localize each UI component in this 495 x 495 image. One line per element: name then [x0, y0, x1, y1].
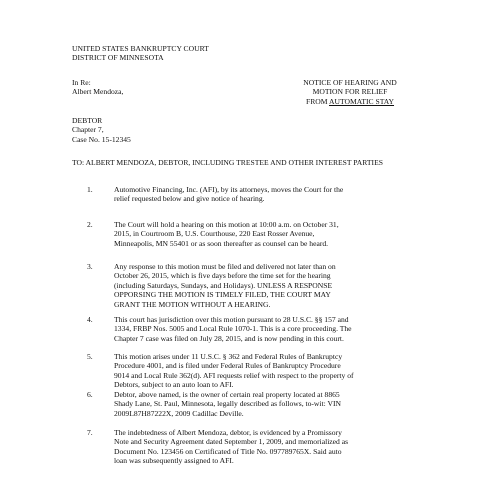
paragraph-number: 6. [87, 390, 93, 399]
paragraph-line: 2015, in Courtroom B, U.S. Courthouse, 220 East Rosser Avenue, [114, 229, 315, 239]
addressee-line: TO: ALBERT MENDOZA, DEBTOR, INCLUDING TRESTEE AND OTHER INTEREST PARTIES [72, 158, 383, 167]
paragraph-text [114, 428, 424, 466]
paragraph-line: OPPORSING THE MOTION IS TIMELY FILED, THE COURT MAY [114, 290, 331, 300]
paragraph-text [114, 262, 424, 309]
court-district: DISTRICT OF MINNESOTA [72, 53, 164, 63]
notice-title-from: FROM [305, 96, 329, 106]
paragraph-line: Debtors, subject to an auto loan to AFI. [114, 380, 234, 390]
paragraph-line: This motion arises under 11 U.S.C. § 362 and Federal Rules of Bankruptcy [114, 352, 343, 361]
debtor-label: DEBTOR [72, 116, 103, 125]
paragraph-number: 5. [87, 352, 93, 361]
case-caption-debtor [72, 116, 131, 144]
paragraph-line: loan was subsequently assigned to AFI. [114, 456, 234, 466]
paragraph-line: 9014 and Local Rule 362(d). AFI requests relief with respect to the property of [114, 370, 354, 380]
case-caption-in-re [72, 78, 123, 97]
chapter-label: Chapter 7, [72, 125, 104, 135]
paragraph-line: (including Saturdays, Sundays, and Holidays). UNLESS A RESPONSE [114, 280, 333, 290]
notice-title-line1: NOTICE OF HEARING AND [303, 78, 397, 87]
paragraph-line: Any response to this motion must be filed and delivered not later than on [114, 262, 336, 271]
paragraph-line: The indebtedness of Albert Mendoza, debtor, is evidenced by a Promissory [114, 428, 342, 437]
paragraph-line: Document No. 123456 on Certificated of Title No. 097789765X. Said auto [114, 446, 342, 456]
paragraph-line: Minneapolis, MN 55401 or as soon thereafter as counsel can be heard. [114, 238, 329, 248]
paragraph-line: Debtor, above named, is the owner of certain real property located at 8865 [114, 390, 340, 399]
paragraph-text [114, 352, 424, 390]
paragraph-number: 4. [87, 315, 93, 324]
paragraph-line: Procedure 4001, and is filed under Federal Rules of Bankruptcy Procedure [114, 361, 341, 371]
notice-title-line3 [280, 97, 420, 106]
notice-title-automatic-stay: AUTOMATIC STAY [329, 96, 395, 106]
paragraph-line: October 26, 2015, which is five days before the time set for the hearing [114, 271, 331, 281]
debtor-name: Albert Mendoza, [72, 87, 124, 97]
court-heading [72, 44, 209, 63]
in-re-label: In Re: [72, 78, 91, 87]
paragraph-text [114, 315, 424, 343]
paragraph-line: Chapter 7 case was filed on July 28, 2015, and is now pending in this court. [114, 333, 344, 343]
paragraph-text [114, 220, 424, 248]
paragraph-line: GRANT THE MOTION WITHOUT A HEARING. [114, 299, 271, 309]
paragraph-number: 3. [87, 262, 93, 271]
paragraph-line: relief requested below and give notice of hearing. [114, 194, 265, 204]
notice-title-line2: MOTION FOR RELIEF [312, 87, 388, 97]
case-number: Case No. 15-12345 [72, 134, 131, 144]
paragraph-line: Automotive Financing, Inc. (AFI), by its attorneys, moves the Court for the [114, 185, 344, 194]
paragraph-line: 1334, FRBP Nos. 5005 and Local Rule 1070-1. This is a core proceeding. The [114, 324, 352, 334]
paragraph-line: Note and Security Agreement dated September 1, 2009, and memorialized as [114, 437, 349, 447]
paragraph-line: Shady Lane, St. Paul, Minnesota, legally described as follows, to-wit: VIN [114, 399, 342, 409]
paragraph-line: 2009L87H87222X, 2009 Cadillac Deville. [114, 408, 244, 418]
paragraph-number: 1. [87, 185, 93, 194]
paragraph-text [114, 185, 424, 204]
paragraph-number: 7. [87, 428, 93, 437]
paragraph-number: 2. [87, 220, 93, 229]
court-name: UNITED STATES BANKRUPTCY COURT [72, 44, 209, 53]
paragraph-line: The Court will hold a hearing on this motion at 10:00 a.m. on October 31, [114, 220, 339, 229]
notice-title [280, 78, 420, 106]
paragraph-text [114, 390, 424, 418]
paragraph-line: This court has jurisdiction over this motion pursuant to 28 U.S.C. §§ 157 and [114, 315, 349, 324]
